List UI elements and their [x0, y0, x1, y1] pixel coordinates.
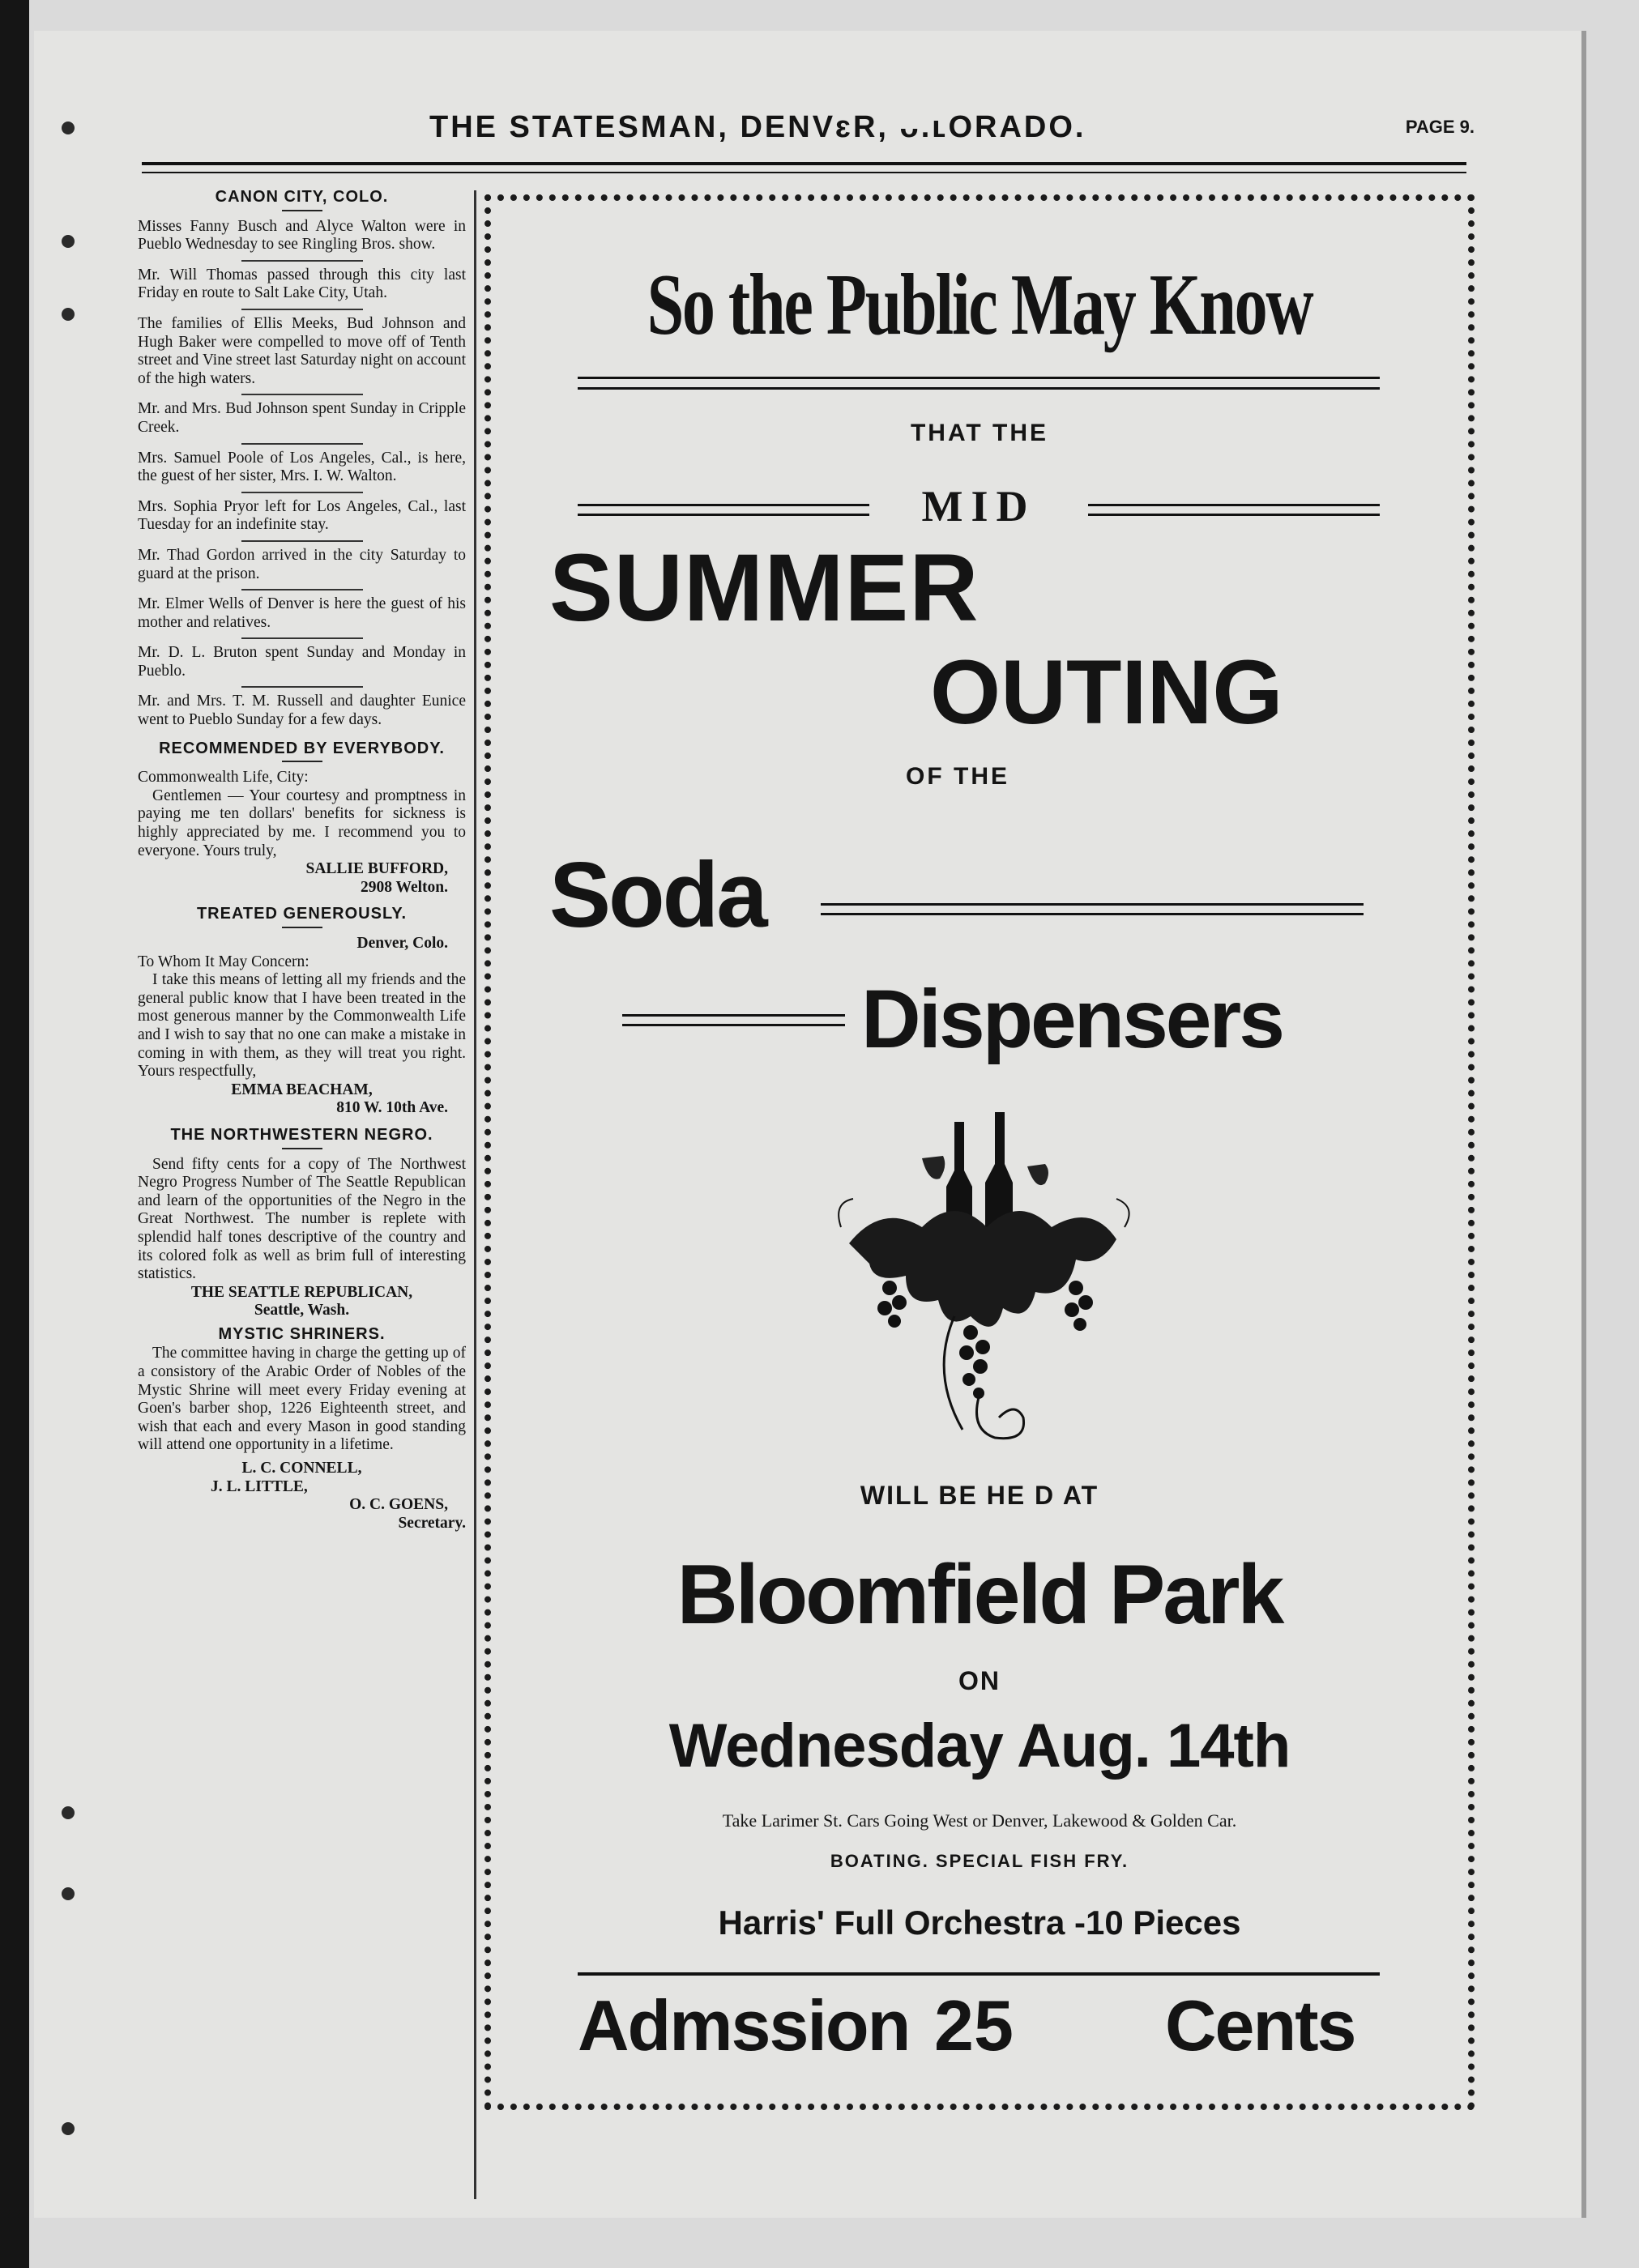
heading-dash — [282, 1148, 322, 1149]
news-item: Mr. Will Thomas passed through this city last Friday en route to Salt Lake City, Utah. — [138, 266, 466, 302]
letter-body: Gentlemen — Your courtesy and promptness in paying me ten dollars' benefits for sickness is highly appreciated by me. I recommend you to everyone. Yours truly, — [138, 787, 466, 859]
ad-summer: SUMMER — [549, 535, 980, 642]
item-separator — [241, 260, 363, 262]
punch-hole-icon — [62, 235, 75, 248]
news-item: Mr. Thad Gordon arrived in the city Saturday to guard at the prison. — [138, 546, 466, 582]
punch-hole-icon — [62, 122, 75, 134]
ad-extras: BOATING. SPECIAL FISH FRY. — [830, 1851, 1129, 1871]
news-item: Mrs. Sophia Pryor left for Los Angeles, Cal., last Tuesday for an indefinite stay. — [138, 497, 466, 534]
ad-admission-unit: Cents — [1165, 1985, 1355, 2066]
left-column — [138, 185, 466, 1533]
notice-signer-title: Secretary. — [398, 1514, 466, 1532]
ad-admission-price: 25 — [934, 1985, 1014, 2066]
ad-orchestra: Harris' Full Orchestra -10 Pieces — [718, 1904, 1241, 1942]
news-item: The families of Ellis Meeks, Bud Johnson and Hugh Baker were compelled to move off of Tenth street and Vine street last Saturday night on account of the high waters. — [138, 314, 466, 387]
punch-hole-icon — [62, 1806, 75, 1819]
news-item: Misses Fanny Busch and Alyce Walton were in Pueblo Wednesday to see Ringling Bros. show. — [138, 217, 466, 254]
section-heading-canon-city: CANON CITY, COLO. — [215, 188, 389, 206]
section-heading-northwestern: THE NORTHWESTERN NEGRO. — [170, 1125, 433, 1144]
item-separator — [241, 637, 363, 639]
ad-rule-left — [578, 504, 869, 516]
letter-body: I take this means of letting all my friends and the general public know that I have been treated in the most generous manner by the Commonwealth Life and I wish to say that no one can make a mistake in coming in with them, as they will treat you right. Yours respectfully, — [138, 971, 466, 1081]
ad-on: ON — [958, 1666, 1001, 1695]
notice-body: Send fifty cents for a copy of The Northwest Negro Progress Number of The Seattle Republican and learn of the opportunities of the Negro in the Great Northwest. The number is replete with splendid half tones descriptive of the country and its colored folk as well as brim full of interesting statistics. — [138, 1155, 466, 1283]
notice-body: The committee having in charge the getting up of a consistory of the Arabic Order of Nobles of the Mystic Shrine will meet every Friday evening at Goen's barber shop, 1226 Eighteenth street, and wish that each and every Mason in good standing will attend one opportunity in a lifetime. — [138, 1345, 466, 1454]
ad-rule-bottom — [578, 1972, 1380, 1979]
item-separator — [241, 540, 363, 542]
binding-edge — [0, 0, 29, 2268]
notice-signer: J. L. LITTLE, — [211, 1477, 308, 1495]
heading-dash — [282, 210, 322, 211]
news-item: Mrs. Samuel Poole of Los Angeles, Cal., is here, the guest of her sister, Mrs. I. W. Walton. — [138, 449, 466, 485]
ad-rule — [578, 377, 1380, 390]
punch-hole-icon — [62, 308, 75, 321]
ad-directions: Take Larimer St. Cars Going West or Denver, Lakewood & Golden Car. — [722, 1810, 1237, 1831]
section-heading-mystic: MYSTIC SHRINERS. — [218, 1324, 386, 1343]
notice-signer: O. C. GOENS, — [349, 1496, 448, 1514]
item-separator — [241, 443, 363, 445]
ad-of-the: OF THE — [906, 763, 1009, 790]
masthead-title: THE STATESMAN, DENVɛR, ᴗ.ʟORADO. — [429, 110, 1086, 144]
notice-address: Seattle, Wash. — [254, 1302, 350, 1319]
heading-dash — [282, 761, 322, 762]
item-separator — [241, 309, 363, 310]
notice-signer: THE SEATTLE REPUBLICAN, — [190, 1283, 413, 1301]
punch-hole-icon — [62, 2122, 75, 2135]
letter-salutation: Commonwealth Life, City: — [138, 769, 309, 787]
ad-date: Wednesday Aug. 14th — [668, 1712, 1291, 1780]
letter-place: Denver, Colo. — [356, 935, 448, 952]
heading-dash — [282, 927, 322, 928]
ad-rule-dispensers — [622, 1014, 845, 1026]
notice-signer: L. C. CONNELL, — [241, 1460, 362, 1477]
ad-that-the: THAT THE — [910, 420, 1049, 446]
ad-headline: So the Public May Know — [647, 257, 1312, 353]
item-separator — [241, 394, 363, 395]
news-item: Mr. D. L. Bruton spent Sunday and Monday in Pueblo. — [138, 644, 466, 680]
masthead-rule — [142, 162, 1466, 165]
masthead — [146, 105, 1475, 154]
ad-outing: OUTING — [930, 642, 1283, 743]
item-separator — [241, 686, 363, 688]
news-item: Mr. and Mrs. T. M. Russell and daughter Eunice went to Pueblo Sunday for a few days. — [138, 693, 466, 729]
page-number: PAGE 9. — [1405, 117, 1475, 137]
item-separator — [241, 589, 363, 590]
section-heading-recommended: RECOMMENDED BY EVERYBODY. — [159, 739, 445, 757]
section-heading-treated: TREATED GENEROUSLY. — [196, 905, 408, 923]
ad-will-be-held: WILL BE HE D AT — [860, 1481, 1099, 1510]
advertisement-box — [484, 194, 1475, 2110]
ad-rule-right — [1088, 504, 1380, 516]
punch-hole-icon — [62, 1887, 75, 1900]
ad-dispensers: Dispensers — [861, 973, 1283, 1065]
ad-venue: Bloomfield Park — [677, 1548, 1283, 1642]
ad-admission-label: Admssion — [578, 1985, 910, 2066]
ad-mid: MID — [921, 482, 1036, 531]
letter-signer: EMMA BEACHAM, — [231, 1081, 373, 1098]
masthead-rule-thin — [142, 172, 1466, 173]
item-separator — [241, 492, 363, 493]
grapes-and-wine-bottles-icon — [833, 1106, 1141, 1470]
ad-rule-soda — [821, 903, 1364, 915]
letter-salutation: To Whom It May Concern: — [138, 953, 309, 970]
letter-address: 810 W. 10th Ave. — [336, 1099, 448, 1117]
letter-signer: SALLIE BUFFORD, — [305, 860, 448, 878]
news-item: Mr. and Mrs. Bud Johnson spent Sunday in Cripple Creek. — [138, 400, 466, 436]
news-item: Mr. Elmer Wells of Denver is here the guest of his mother and relatives. — [138, 595, 466, 631]
ad-soda: Soda — [549, 844, 766, 947]
letter-address: 2908 Welton. — [361, 878, 448, 896]
column-rule — [474, 190, 476, 2199]
